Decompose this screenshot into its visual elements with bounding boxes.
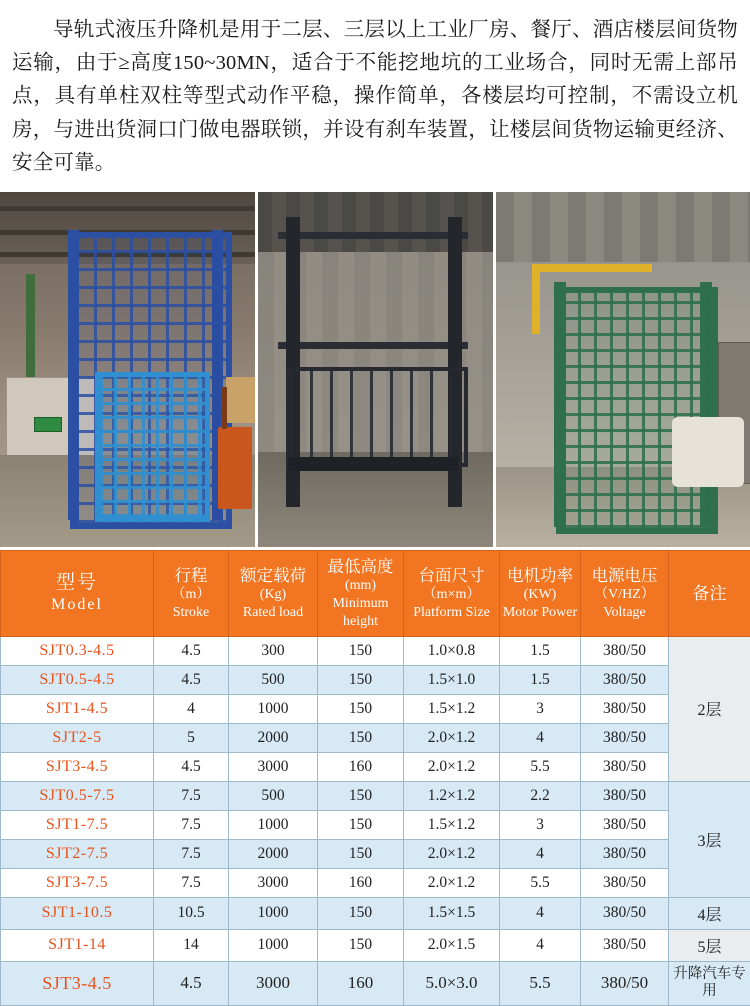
cell-load: 2000 (229, 839, 318, 868)
cell-stroke: 14 (154, 929, 229, 961)
column-header-model-cn: 型号 (3, 571, 151, 595)
cell-size: 1.5×1.0 (404, 665, 500, 694)
cell-voltage: 380/50 (581, 694, 669, 723)
cell-stroke: 4.5 (154, 961, 229, 1005)
forklift (218, 427, 252, 509)
cell-power: 1.5 (500, 665, 581, 694)
table-row (1, 752, 750, 781)
cross-beam (278, 232, 468, 239)
cell-load: 300 (229, 636, 318, 665)
table-row (1, 897, 750, 929)
cell-model: SJT1-7.5 (1, 810, 154, 839)
cell-model: SJT2-7.5 (1, 839, 154, 868)
cell-power: 4 (500, 839, 581, 868)
column-header-model (1, 551, 154, 637)
column-header-minimum-height-en: Minimum height (320, 595, 401, 631)
cell-remark: 3层 (669, 781, 750, 897)
cell-voltage: 380/50 (581, 781, 669, 810)
cell-height: 150 (318, 897, 404, 929)
cell-stroke: 4.5 (154, 636, 229, 665)
cell-size: 5.0×3.0 (404, 961, 500, 1005)
cell-voltage: 380/50 (581, 897, 669, 929)
cell-load: 500 (229, 665, 318, 694)
cell-model: SJT1-14 (1, 929, 154, 961)
cell-voltage: 380/50 (581, 752, 669, 781)
table-row (1, 636, 750, 665)
cell-load: 2000 (229, 723, 318, 752)
cell-voltage: 380/50 (581, 723, 669, 752)
cross-beam (278, 342, 468, 349)
table-body (1, 636, 750, 1005)
cell-size: 1.0×0.8 (404, 636, 500, 665)
column-header-motor-power-unit: (KW) (502, 586, 578, 604)
cell-power: 1.5 (500, 636, 581, 665)
table-row (1, 781, 750, 810)
cell-load: 1000 (229, 694, 318, 723)
cell-height: 150 (318, 694, 404, 723)
cell-power: 3 (500, 694, 581, 723)
cell-power: 4 (500, 929, 581, 961)
cell-power: 4 (500, 897, 581, 929)
cell-voltage: 380/50 (581, 839, 669, 868)
cell-stroke: 7.5 (154, 810, 229, 839)
specification-table (0, 550, 750, 1006)
cell-height: 160 (318, 868, 404, 897)
cell-model: SJT3-7.5 (1, 868, 154, 897)
dark-guide-rail-lift-photo (258, 192, 493, 547)
cell-size: 2.0×1.2 (404, 839, 500, 868)
cell-remark: 2层 (669, 636, 750, 781)
cell-stroke: 4 (154, 694, 229, 723)
intro-description (0, 0, 750, 190)
cell-voltage: 380/50 (581, 810, 669, 839)
table-header-row (1, 551, 750, 637)
column-header-stroke-unit: （m） (156, 586, 226, 604)
cell-height: 150 (318, 665, 404, 694)
cell-load: 3000 (229, 752, 318, 781)
cell-stroke: 7.5 (154, 781, 229, 810)
cell-model: SJT0.5-4.5 (1, 665, 154, 694)
cell-power: 4 (500, 723, 581, 752)
column-header-stroke-en: Stroke (156, 604, 226, 622)
column-header-rated-load-en: Rated load (231, 604, 315, 622)
lift-platform (288, 457, 458, 471)
green-pipe (26, 274, 35, 394)
cell-voltage: 380/50 (581, 636, 669, 665)
cell-power: 3 (500, 810, 581, 839)
cell-model: SJT3-4.5 (1, 752, 154, 781)
cell-power: 2.2 (500, 781, 581, 810)
roof-beam (0, 206, 255, 211)
cell-model: SJT1-4.5 (1, 694, 154, 723)
cell-voltage: 380/50 (581, 961, 669, 1005)
cell-load: 3000 (229, 868, 318, 897)
product-photo-strip (0, 192, 750, 547)
green-guide-rail-lift-photo (496, 192, 750, 547)
table-row (1, 868, 750, 897)
table-row (1, 694, 750, 723)
table-row (1, 961, 750, 1005)
cell-load: 1000 (229, 897, 318, 929)
cell-model: SJT2-5 (1, 723, 154, 752)
cargo-sack (672, 417, 744, 487)
column-header-stroke-cn: 行程 (156, 565, 226, 586)
table-row (1, 839, 750, 868)
cell-size: 2.0×1.2 (404, 723, 500, 752)
cell-size: 1.5×1.2 (404, 810, 500, 839)
lift-cage (556, 287, 718, 534)
blue-guide-rail-lift-photo (0, 192, 255, 547)
spec-table-wrap (0, 550, 750, 1006)
cell-height: 150 (318, 839, 404, 868)
cell-voltage: 380/50 (581, 665, 669, 694)
column-header-motor-power-en: Motor Power (502, 604, 578, 622)
cell-model: SJT1-10.5 (1, 897, 154, 929)
column-header-motor-power (500, 551, 581, 637)
cell-height: 150 (318, 636, 404, 665)
table-row (1, 929, 750, 961)
cell-power: 5.5 (500, 868, 581, 897)
column-header-voltage-cn: 电源电压 (583, 565, 666, 586)
cell-power: 5.5 (500, 752, 581, 781)
cell-size: 1.2×1.2 (404, 781, 500, 810)
cell-height: 150 (318, 810, 404, 839)
column-header-platform-size-unit: （m×m） (406, 586, 497, 604)
table-row (1, 665, 750, 694)
cell-stroke: 10.5 (154, 897, 229, 929)
cell-voltage: 380/50 (581, 868, 669, 897)
cell-load: 500 (229, 781, 318, 810)
column-header-voltage-en: Voltage (583, 604, 666, 622)
cell-remark: 4层 (669, 897, 750, 929)
column-header-minimum-height-unit: (mm) (320, 577, 401, 595)
cell-size: 2.0×1.5 (404, 929, 500, 961)
column-header-rated-load-unit: (Kg) (231, 586, 315, 604)
column-header-model-en: Model (3, 595, 151, 615)
cell-stroke: 7.5 (154, 839, 229, 868)
cell-remark: 升降汽车专用 (669, 961, 750, 1005)
cell-size: 2.0×1.2 (404, 868, 500, 897)
cell-size: 1.5×1.2 (404, 694, 500, 723)
cell-height: 150 (318, 723, 404, 752)
cell-power: 5.5 (500, 961, 581, 1005)
roof-region (496, 192, 750, 262)
column-header-platform-size-en: Platform Size (406, 604, 497, 622)
column-header-voltage (581, 551, 669, 637)
intro-paragraph: 导轨式液压升降机是用于二层、三层以上工业厂房、餐厅、酒店楼层间货物运输，由于≥高度150~30MN，适合于不能挖地坑的工业场合，同时无需上部吊点，具有单柱双柱等型式动作平稳，操作简单，各楼层均可控制，不需设立机房，与进出货洞口门做电器联锁，并设有刹车装置，让楼层间货物运输更经济、安全可靠。 (12, 14, 738, 180)
lift-platform-rail (286, 367, 468, 467)
cell-voltage: 380/50 (581, 929, 669, 961)
cell-height: 160 (318, 961, 404, 1005)
cell-stroke: 7.5 (154, 868, 229, 897)
cell-stroke: 5 (154, 723, 229, 752)
cell-height: 160 (318, 752, 404, 781)
column-header-rated-load (229, 551, 318, 637)
yellow-guard-rail (532, 264, 652, 272)
column-header-minimum-height-cn: 最低高度 (320, 556, 401, 577)
cell-size: 2.0×1.2 (404, 752, 500, 781)
cell-load: 1000 (229, 810, 318, 839)
cell-load: 3000 (229, 961, 318, 1005)
table-row (1, 723, 750, 752)
cell-stroke: 4.5 (154, 752, 229, 781)
column-header-remark: 备注 (669, 551, 750, 637)
column-header-minimum-height (318, 551, 404, 637)
column-header-stroke (154, 551, 229, 637)
cell-remark: 5层 (669, 929, 750, 961)
cell-model: SJT0.5-7.5 (1, 781, 154, 810)
column-header-rated-load-cn: 额定载荷 (231, 565, 315, 586)
table-row (1, 810, 750, 839)
cell-size: 1.5×1.5 (404, 897, 500, 929)
cell-model: SJT0.3-4.5 (1, 636, 154, 665)
column-header-voltage-unit: （V/HZ） (583, 586, 666, 604)
cell-load: 1000 (229, 929, 318, 961)
column-header-platform-size (404, 551, 500, 637)
cell-model: SJT3-4.5 (1, 961, 154, 1005)
lift-platform-rail (95, 372, 210, 522)
cell-stroke: 4.5 (154, 665, 229, 694)
cell-height: 150 (318, 781, 404, 810)
yellow-guard-post (532, 264, 540, 334)
column-header-motor-power-cn: 电机功率 (502, 565, 578, 586)
cargo-box (226, 377, 255, 423)
column-header-platform-size-cn: 台面尺寸 (406, 565, 497, 586)
cell-height: 150 (318, 929, 404, 961)
exit-sign (34, 417, 62, 432)
